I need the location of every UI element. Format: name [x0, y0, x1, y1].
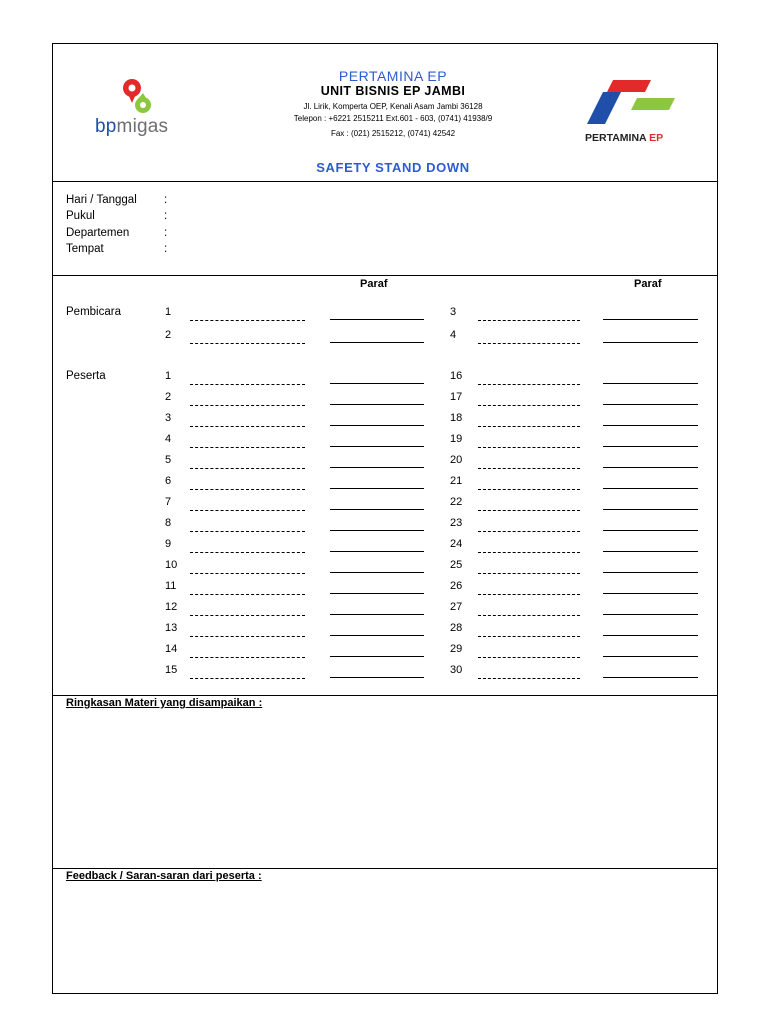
participant-name-field[interactable] [190, 531, 305, 532]
participant-name-field[interactable] [478, 594, 580, 595]
participant-name-field[interactable] [478, 657, 580, 658]
pertamina-ep-logo [583, 76, 695, 148]
participant-number-left: 6 [165, 475, 172, 487]
speaker-label: Pembicara [66, 306, 121, 318]
participant-signature-field[interactable] [603, 530, 698, 531]
participant-number-left: 8 [165, 517, 172, 529]
participant-name-field[interactable] [190, 426, 305, 427]
participant-name-field[interactable] [190, 636, 305, 637]
participant-name-field[interactable] [190, 489, 305, 490]
participant-name-field[interactable] [190, 657, 305, 658]
company-address: Jl. Lirik, Komperta OEP, Kenali Asam Jambi 36128 [303, 102, 483, 111]
label-tempat: Tempat [66, 243, 104, 255]
participant-number-left: 4 [165, 433, 172, 445]
participant-number-right: 27 [450, 601, 463, 613]
participant-name-field[interactable] [190, 447, 305, 448]
participant-number-right: 28 [450, 622, 463, 634]
participant-number-left: 5 [165, 454, 172, 466]
participant-number-right: 29 [450, 643, 463, 655]
participant-number-right: 26 [450, 580, 463, 592]
participant-label: Peserta [66, 370, 106, 382]
participant-signature-field[interactable] [603, 677, 698, 678]
participant-name-field[interactable] [190, 615, 305, 616]
pertamina-ep-text: EP [649, 132, 664, 144]
participant-name-field[interactable] [478, 447, 580, 448]
speaker-number-left: 1 [165, 306, 172, 318]
summary-divider [53, 868, 717, 869]
participant-name-field[interactable] [190, 552, 305, 553]
participant-signature-field[interactable] [330, 614, 424, 615]
info-divider [53, 275, 717, 276]
bpmigas-logo [81, 74, 221, 144]
participant-number-right: 25 [450, 559, 463, 571]
participant-name-field[interactable] [478, 552, 580, 553]
participant-signature-field[interactable] [603, 551, 698, 552]
participant-number-left: 7 [165, 496, 172, 508]
participant-signature-field[interactable] [330, 677, 424, 678]
colon-pukul: : [164, 210, 168, 222]
document-title: SAFETY STAND DOWN [316, 160, 470, 175]
participant-number-left: 11 [165, 580, 177, 592]
bpmigas-text-migas: migas [116, 116, 169, 137]
summary-title: Ringkasan Materi yang disampaikan : [66, 697, 263, 709]
company-name: PERTAMINA EP [338, 68, 448, 84]
participant-number-right: 17 [450, 391, 463, 403]
participant-name-field[interactable] [478, 489, 580, 490]
participant-number-left: 3 [165, 412, 172, 424]
bpmigas-text-bp: bp [95, 116, 117, 137]
participant-number-left: 13 [165, 622, 178, 634]
participant-number-right: 23 [450, 517, 463, 529]
participant-signature-field[interactable] [603, 383, 698, 384]
participant-signature-field[interactable] [330, 635, 424, 636]
speaker-number-right: 3 [450, 306, 457, 318]
participant-name-field[interactable] [478, 468, 580, 469]
participant-name-field[interactable] [190, 405, 305, 406]
participant-number-left: 10 [165, 559, 178, 571]
participant-signature-field[interactable] [603, 488, 698, 489]
participant-name-field[interactable] [190, 594, 305, 595]
speaker-number-right: 4 [450, 329, 457, 341]
speaker-signature-field[interactable] [330, 319, 424, 320]
unit-name: UNIT BISNIS EP JAMBI [320, 84, 466, 98]
participant-signature-field[interactable] [330, 593, 424, 594]
label-pukul: Pukul [66, 210, 95, 222]
pertamina-text: PERTAMINA [585, 132, 647, 144]
participant-name-field[interactable] [190, 573, 305, 574]
participant-name-field[interactable] [478, 573, 580, 574]
participant-signature-field[interactable] [330, 446, 424, 447]
participant-signature-field[interactable] [603, 404, 698, 405]
speaker-name-field[interactable] [190, 343, 305, 344]
participant-name-field[interactable] [190, 510, 305, 511]
participant-number-left: 14 [165, 643, 178, 655]
participant-number-right: 21 [450, 475, 463, 487]
participant-signature-field[interactable] [330, 404, 424, 405]
bpmigas-emblem-icon [119, 74, 159, 116]
participant-number-right: 22 [450, 496, 463, 508]
participant-number-left: 12 [165, 601, 178, 613]
participant-name-field[interactable] [478, 510, 580, 511]
participant-signature-field[interactable] [330, 488, 424, 489]
participant-name-field[interactable] [190, 468, 305, 469]
label-departemen: Departemen [66, 227, 130, 239]
participant-name-field[interactable] [478, 531, 580, 532]
participant-name-field[interactable] [190, 678, 305, 679]
feedback-area[interactable] [53, 887, 717, 993]
participant-signature-field[interactable] [330, 425, 424, 426]
participant-name-field[interactable] [478, 426, 580, 427]
speaker-name-field[interactable] [190, 320, 305, 321]
speaker-name-field[interactable] [478, 320, 580, 321]
participant-number-left: 15 [165, 664, 178, 676]
participant-signature-field[interactable] [330, 509, 424, 510]
participant-name-field[interactable] [478, 636, 580, 637]
colon-tempat: : [164, 243, 168, 255]
participant-number-left: 1 [165, 370, 172, 382]
company-phone: Telepon : +6221 2515211 Ext.601 - 603, (0741) 41938/9 [293, 114, 493, 123]
paraf-header-left: Paraf [360, 278, 388, 290]
participant-signature-field[interactable] [603, 446, 698, 447]
participant-number-right: 19 [450, 433, 463, 445]
safety-stand-down-form [52, 43, 718, 994]
participant-number-right: 16 [450, 370, 463, 382]
participant-name-field[interactable] [478, 615, 580, 616]
speaker-number-left: 2 [165, 329, 172, 341]
colon-hari-tanggal: : [164, 194, 168, 206]
participant-signature-field[interactable] [603, 656, 698, 657]
participant-number-right: 30 [450, 664, 463, 676]
participant-number-left: 9 [165, 538, 172, 550]
participant-name-field[interactable] [478, 384, 580, 385]
participant-signature-field[interactable] [330, 572, 424, 573]
participant-signature-field[interactable] [330, 551, 424, 552]
participant-signature-field[interactable] [603, 593, 698, 594]
pertamina-emblem-icon [587, 76, 677, 124]
participant-number-right: 20 [450, 454, 463, 466]
participant-number-right: 18 [450, 412, 463, 424]
paraf-header-right: Paraf [634, 278, 662, 290]
participant-signature-field[interactable] [330, 530, 424, 531]
speaker-signature-field[interactable] [603, 319, 698, 320]
participant-signature-field[interactable] [603, 467, 698, 468]
participant-signature-field[interactable] [603, 614, 698, 615]
attendance-divider [53, 695, 717, 696]
participant-signature-field[interactable] [603, 425, 698, 426]
summary-area[interactable] [53, 714, 717, 868]
participant-signature-field[interactable] [330, 656, 424, 657]
participant-signature-field[interactable] [330, 467, 424, 468]
participant-name-field[interactable] [190, 384, 305, 385]
participant-number-left: 2 [165, 391, 172, 403]
participant-signature-field[interactable] [603, 635, 698, 636]
header-divider [53, 181, 717, 182]
participant-signature-field[interactable] [330, 383, 424, 384]
colon-departemen: : [164, 227, 168, 239]
speaker-signature-field[interactable] [330, 342, 424, 343]
label-hari-tanggal: Hari / Tanggal [66, 194, 137, 206]
participant-name-field[interactable] [478, 678, 580, 679]
speaker-name-field[interactable] [478, 343, 580, 344]
participant-name-field[interactable] [478, 405, 580, 406]
participant-number-right: 24 [450, 538, 463, 550]
speaker-signature-field[interactable] [603, 342, 698, 343]
participant-signature-field[interactable] [603, 572, 698, 573]
company-fax: Fax : (021) 2515212, (0741) 42542 [330, 129, 456, 138]
feedback-title: Feedback / Saran-saran dari peserta : [66, 870, 262, 882]
participant-signature-field[interactable] [603, 509, 698, 510]
